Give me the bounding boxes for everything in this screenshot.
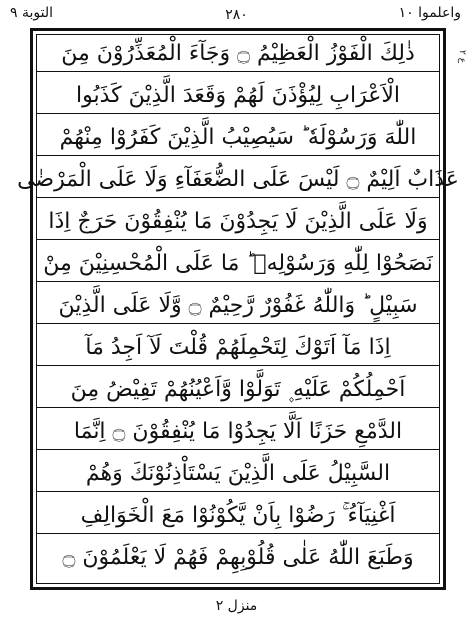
text-line: سَبِيْلٍ ؕ وَاللّٰهُ غَفُوْرٌ رَّحِيْمٌ ۝ وَّلَا عَلَى الَّذِيْنَ [37, 287, 439, 324]
ruku-marker: ع ٢ [457, 50, 467, 64]
text-line: وَلَا عَلَى الَّذِيْنَ لَا يَجِدُوْنَ مَا يُنْفِقُوْنَ حَرَجٌ اِذَا [37, 203, 439, 240]
page-number: ٢٨٠ [225, 7, 248, 23]
text-lines [17, 35, 459, 583]
text-frame [17, 28, 459, 590]
text-line: وَطَبَعَ اللّٰهُ عَلٰى قُلُوْبِهِمْ فَهُمْ لَا يَعْلَمُوْنَ ۝ [62, 545, 414, 570]
text-line: الدَّمْعِ حَزَنًا اَلَّا يَجِدُوْا مَا يُنْفِقُوْنَ ۝ اِنَّمَا [37, 413, 439, 450]
manzil-footer: منزل ٢ [215, 598, 258, 614]
text-line: ذٰلِكَ الْفَوْزُ الْعَظِيْمُ ۝ وَجَآءَ الْمُعَذِّرُوْنَ مِنَ [37, 35, 439, 72]
text-line: اَحْمِلُكُمْ عَلَيْهِ ۪ تَوَلَّوْا وَّاَعْيُنُهُمْ تَفِيْضُ مِنَ [37, 371, 439, 408]
inner-border [17, 34, 459, 584]
text-line: عَذَابٌ اَلِيْمٌ ۝ لَيْسَ عَلَى الضُّعَفَآءِ وَلَا عَلَى الْمَرْضٰى [37, 161, 439, 198]
text-line: السَّبِيْلُ عَلَى الَّذِيْنَ يَسْتَاْذِنُوْنَكَ وَهُمْ [37, 455, 439, 492]
text-line: نَصَحُوْا لِلّٰهِ وَرَسُوْلِهٖ ؕ مَا عَلَى الْمُحْسِنِيْنَ مِنْ [37, 245, 439, 282]
text-line: اَغْنِيَآءُ ۚ رَضُوْا بِاَنْ يَّكُوْنُوْا مَعَ الْخَوَالِفِ [37, 497, 439, 534]
page-header [0, 0, 473, 30]
text-line: اِذَا مَآ اَتَوْكَ لِتَحْمِلَهُمْ قُلْتَ لَآ اَجِدُ مَآ [37, 329, 439, 366]
text-line: اللّٰهَ وَرَسُوْلَهٗ ؕ سَيُصِيْبُ الَّذِيْنَ كَفَرُوْا مِنْهُمْ [37, 119, 439, 156]
surah-name: التوبة ٩ [10, 5, 53, 21]
juz-name: واعلموا ١٠ [398, 5, 461, 21]
text-line: الْاَعْرَابِ لِيُؤْذَنَ لَهُمْ وَقَعَدَ الَّذِيْنَ كَذَبُوا [37, 77, 439, 114]
